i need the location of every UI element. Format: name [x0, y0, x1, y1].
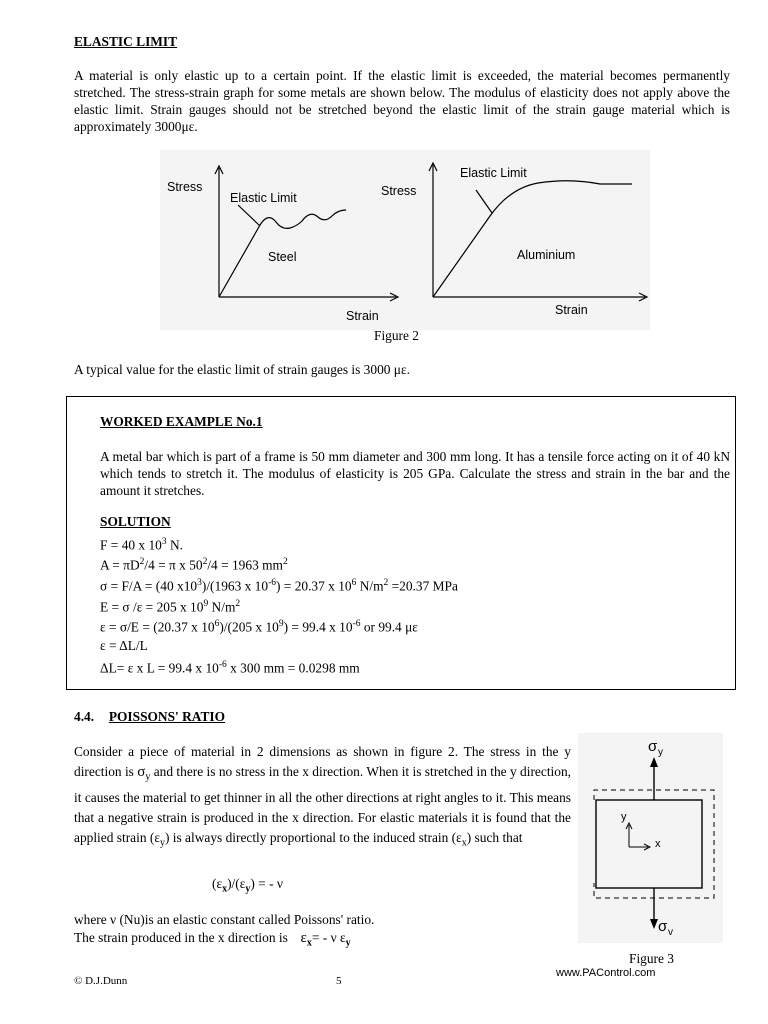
figure-3-caption: Figure 3	[629, 951, 675, 966]
poisson-strain-x-line: The strain produced in the x direction is $\varepsilon_x= - \nu$ $\varepsilon_y$	[74, 930, 351, 949]
solution-line-5: ε = σ/E = (20.37 x $10^6)/(205$ x $10^9) = 99.4$ x $10^{-6}$ or 99.4 με	[100, 619, 418, 635]
stress-strain-graphs	[160, 150, 650, 330]
solution-line-4: E = σ /ε = 205 x $10^9$ $N/m^2$	[100, 599, 241, 615]
alu-annotation: Elastic Limit	[460, 166, 527, 180]
solution-line-2: $A = \pi D^2/4 = \pi$ x $50^2/4 = 1963$ $mm^2$	[100, 557, 288, 573]
sigma-top-subscript: y	[658, 747, 663, 758]
steel-ylabel: Stress	[167, 180, 203, 194]
figure-3	[578, 733, 723, 943]
steel-annotation: Elastic Limit	[230, 191, 297, 205]
section-number: 4.4.	[74, 709, 95, 724]
sigma-bottom-subscript: v	[668, 927, 673, 938]
poisson-diagram	[578, 733, 723, 943]
footer-page-number: 5	[336, 975, 342, 987]
footer-copyright: © D.J.Dunn	[74, 975, 128, 987]
solution-title: SOLUTION	[100, 514, 171, 529]
figure-2	[160, 150, 650, 330]
axis-x-label: x	[655, 838, 661, 850]
axis-y-label: y	[621, 811, 627, 823]
solution-line-3: σ = F/A = (40 $x10^3)/(1963$ x $10^{-6}) = 20.37$ x $10^6$ $N/m^2 =20.37$ MPa	[100, 578, 458, 594]
elastic-typical-text: A typical value for the elastic limit of strain gauges is 3000 με.	[74, 362, 410, 377]
poisson-ratio-formula: $(\varepsilon_x)/(\varepsilon_y)$ = - ν	[212, 876, 283, 895]
footer-url: www.PAControl.com	[556, 967, 656, 979]
sigma-bottom-symbol: σ	[658, 918, 668, 935]
steel-material: Steel	[268, 250, 297, 264]
section-heading-elastic-limit: ELASTIC LIMIT	[74, 34, 178, 49]
solution-line-6: ε = ΔL/L	[100, 638, 148, 653]
figure-2-caption: Figure 2	[374, 328, 420, 343]
alu-material: Aluminium	[517, 248, 576, 262]
poisson-heading	[74, 709, 225, 725]
poisson-where-text: where ν (Nu)is an elastic constant called Poissons' ratio.	[74, 912, 375, 927]
steel-xlabel: Strain	[346, 309, 379, 323]
sigma-top-symbol: σ	[648, 738, 658, 755]
elastic-limit-paragraph: A material is only elastic up to a certain point. If the elastic limit is exceeded, the material becomes permanently stretched. The stress-strain graph for some metals are shown below. The modulus of elasticity does not apply above the elastic limit. Strain gauges should not be stretched beyond the elastic limit of the strain gauge material which is approximately 3000με.	[74, 68, 730, 134]
worked-example-title: WORKED EXAMPLE No.1	[100, 414, 263, 429]
solution-line-1: F = 40 x $10^3$ N.	[100, 537, 183, 553]
solution-line-7: ΔL= ε x L = 99.4 x $10^{-6}$ x 300 mm = 0.0298 mm	[100, 660, 360, 676]
section-title: POISSONS' RATIO	[108, 709, 226, 724]
worked-example-problem: A metal bar which is part of a frame is 50 mm diameter and 300 mm long. It has a tensile force acting on it of 40 kN which tends to stretch it. The modulus of elasticity is 205 GPa. Calculate the stress and strain in the bar and the amount it stretches.	[100, 449, 730, 498]
alu-xlabel: Strain	[555, 303, 588, 317]
poisson-paragraph: Consider a piece of material in 2 dimensions as shown in figure 2. The stress in the y direction is $\sigma_y$ and there is no stress in the x direction. When it is stretched in the y direction, it causes the material to get thinner in all the other directions at right angles to it. This means that a negative strain is produced in the x direction. For elastic materials it is found that the applied strain $(\varepsilon_y)$ is always directly proportional to the induced strain $(\varepsilon_x)$ such that	[74, 744, 571, 849]
alu-ylabel: Stress	[381, 184, 417, 198]
